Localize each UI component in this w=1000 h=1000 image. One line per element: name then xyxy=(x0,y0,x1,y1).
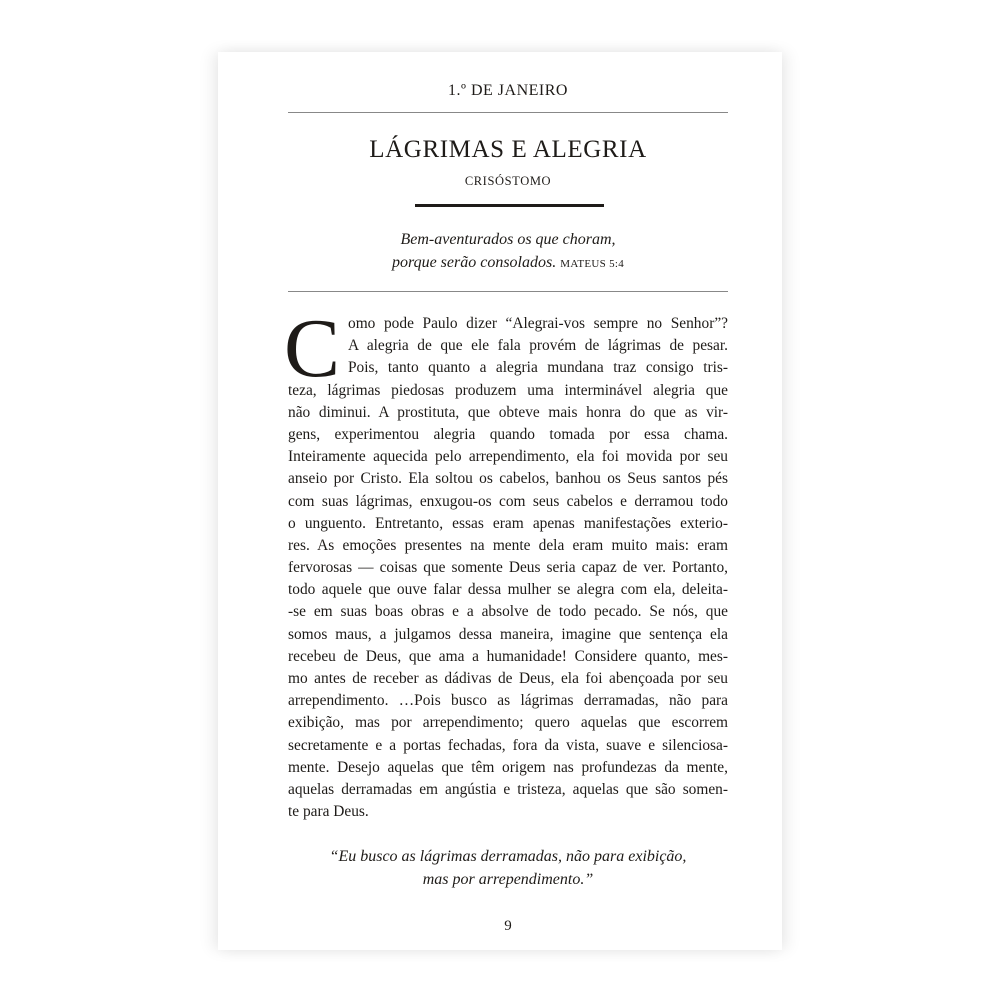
body-line: -se em suas boas obras e a absolve de todo pecado. Se nós, que xyxy=(288,603,728,621)
body-line: omo pode Paulo dizer “Alegrai-vos sempre no Senhor”? xyxy=(348,315,728,332)
body-line: teza, lágrimas piedosas produzem uma interminável alegria que xyxy=(288,381,728,399)
pull-quote xyxy=(288,845,728,891)
epigraph-line-2 xyxy=(288,251,728,276)
epigraph-rule xyxy=(288,291,728,292)
body-line: mente. Desejo aquelas que têm origem nas profundezas da mente, xyxy=(288,758,728,776)
epigraph-line-1: Bem-aventurados os que choram, xyxy=(400,231,616,248)
body-line: res. As emoções presentes na mente dela eram muito mais: eram xyxy=(288,536,728,554)
body-text xyxy=(284,302,728,823)
header-rule xyxy=(288,112,728,113)
body-line: exibição, mas por arrependimento; quero aquelas que escorrem xyxy=(288,714,728,732)
body-line: secretamente e a portas fechadas, fora da vista, suave e silenciosa- xyxy=(288,736,728,754)
body-line: fervorosas — coisas que somente Deus seria capaz de ver. Portanto, xyxy=(288,559,728,577)
title-divider xyxy=(415,204,604,207)
body-line: somos maus, a julgamos dessa maneira, imagine que sentença ela xyxy=(288,625,728,643)
epigraph-line-2-text: porque serão consolados. xyxy=(391,254,557,271)
page-number: 9 xyxy=(504,918,512,934)
book-page xyxy=(218,52,782,950)
body-line: não diminui. A prostituta, que obteve mais honra do que as vir- xyxy=(288,403,728,421)
epigraph xyxy=(288,228,728,276)
body-line: Pois, tanto quanto a alegria mundana traz consigo tris- xyxy=(348,359,728,377)
body-line: anseio por Cristo. Ela soltou os cabelos, banhou os Seus santos pés xyxy=(288,470,728,488)
body-line: Inteiramente aquecida pelo arrependimento, ela foi movida por seu xyxy=(288,448,728,466)
pull-quote-line-2: mas por arrependimento.” xyxy=(422,871,594,888)
body-line: recebeu de Deus, que ama a humanidade! Considere quanto, mes- xyxy=(288,647,728,665)
scripture-reference: MATEUS 5:4 xyxy=(560,258,625,270)
body-line: aquelas derramadas em angústia e tristeza, aquelas que são somen- xyxy=(288,780,728,798)
body-line: te para Deus. xyxy=(288,803,369,821)
author-name: CRISÓSTOMO xyxy=(464,174,552,188)
body-line: com suas lágrimas, enxugou-os com seus cabelos e derramou todo xyxy=(288,492,728,510)
body-line: o unguento. Entretanto, essas eram apenas manifestações exterio- xyxy=(288,514,728,532)
running-head: 1.º DE JANEIRO xyxy=(448,82,568,99)
drop-cap: C xyxy=(284,302,341,395)
body-line: mo antes de receber as dádivas de Deus, ela foi abençoada por seu xyxy=(288,670,728,687)
pull-quote-line-1: “Eu busco as lágrimas derramadas, não para exibição, xyxy=(329,848,687,865)
chapter-title: LÁGRIMAS E ALEGRIA xyxy=(369,136,647,163)
body-line: arrependimento. …Pois busco as lágrimas derramadas, não para xyxy=(288,692,728,710)
body-line: gens, experimentou alegria quando tomada por essa chama. xyxy=(288,425,728,443)
body-line: todo aquele que ouve falar dessa mulher se alegra com ela, deleita- xyxy=(288,581,728,599)
body-line: A alegria de que ele fala provém de lágrimas de pesar. xyxy=(348,337,728,355)
